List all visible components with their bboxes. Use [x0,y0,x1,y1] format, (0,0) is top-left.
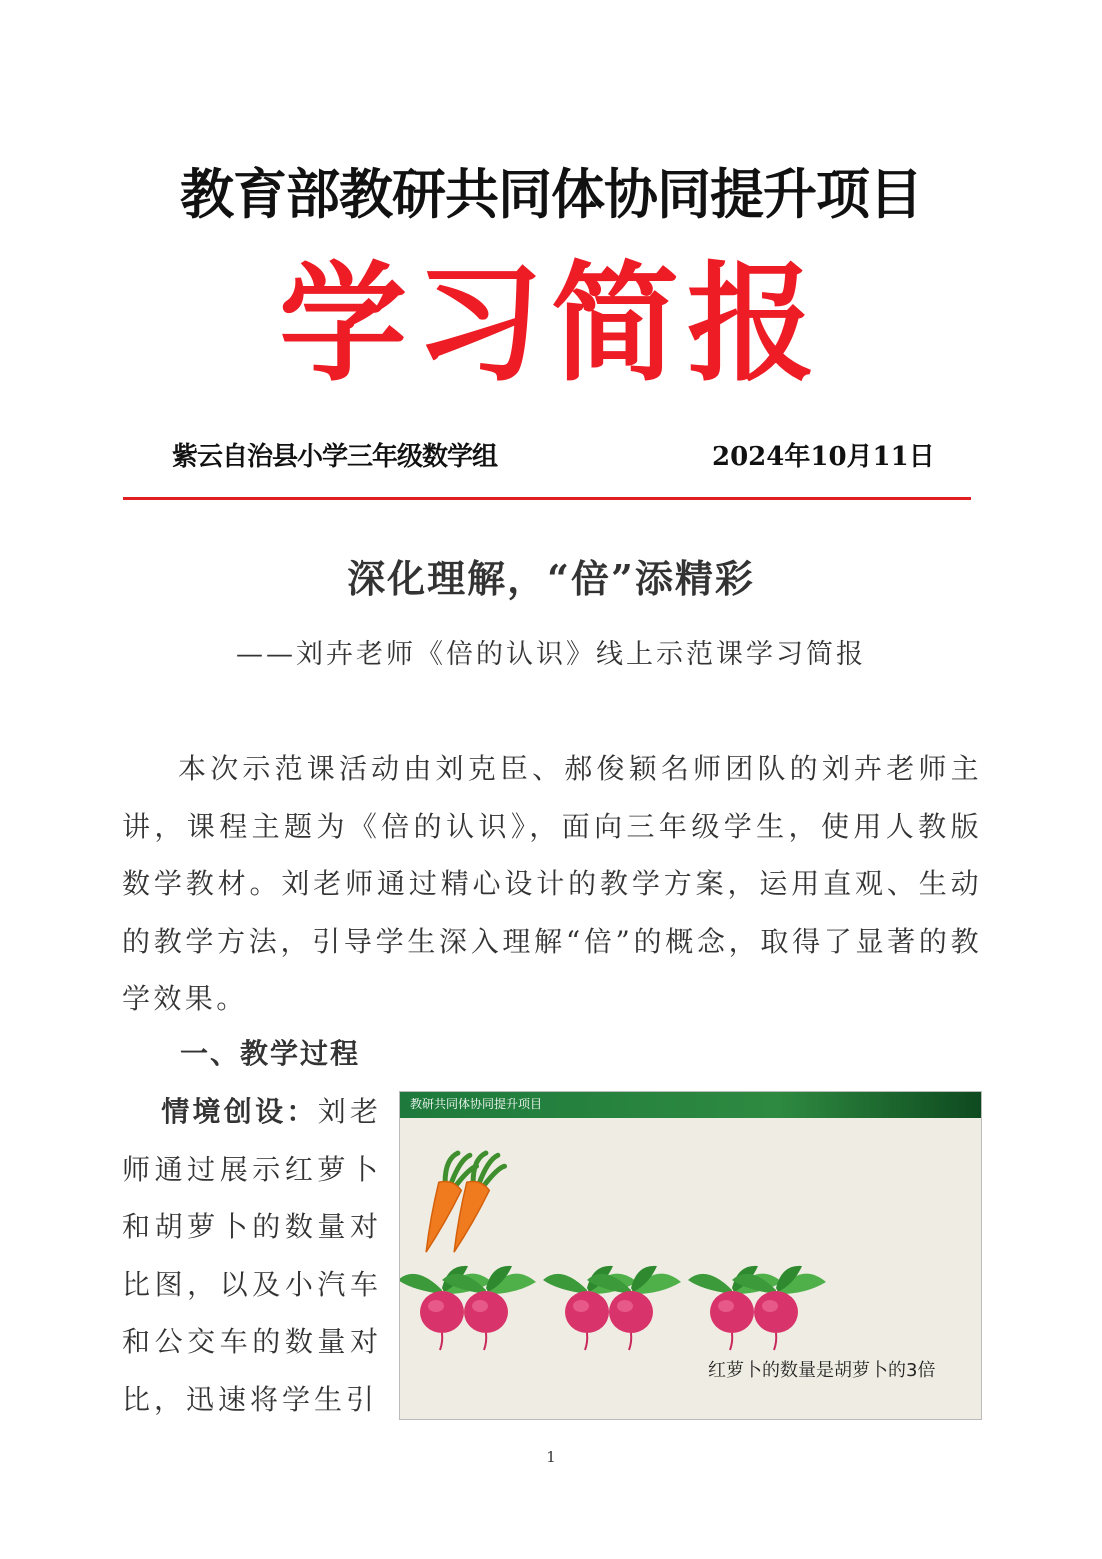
project-title: 教育部教研共同体协同提升项目 [180,162,922,226]
issue-date: 2024年10月11日 [712,442,935,472]
intro-paragraph: 本次示范课活动由刘克臣、郝俊颖名师团队的刘卉老师主讲，课程主题为《倍的认识》，面向三年级学生，使用人教版数学教材。刘老师通过精心设计的教学方案，运用直观、生动的教学方法，引导学生深入理解“倍”的概念，取得了显著的教学效果。 [122,752,982,1015]
situation-paragraph [122,1083,382,1428]
lesson-slide-image [399,1091,982,1420]
slide-title-bar: 教研共同体协同提升项目 [400,1092,981,1118]
header-divider [123,497,971,500]
section-heading: 一、教学过程 [180,1037,361,1070]
slide-caption: 红萝卜的数量是胡萝卜的3倍 [708,1360,936,1381]
masthead-title: 学习简报 [278,250,823,399]
situation-text: 刘老师通过展示红萝卜和胡萝卜的数量对比图，以及小汽车和公交车的数量对比，迅速将学生引 [122,1095,382,1416]
organization-name: 紫云自治县小学三年级数学组 [172,442,498,472]
article-headline: 深化理解，“倍”添精彩 [347,556,755,601]
situation-label: 情境创设： [161,1095,318,1128]
page-number: 1 [546,1448,556,1466]
article-subheadline: ——刘卉老师《倍的认识》线上示范课学习简报 [236,639,866,670]
